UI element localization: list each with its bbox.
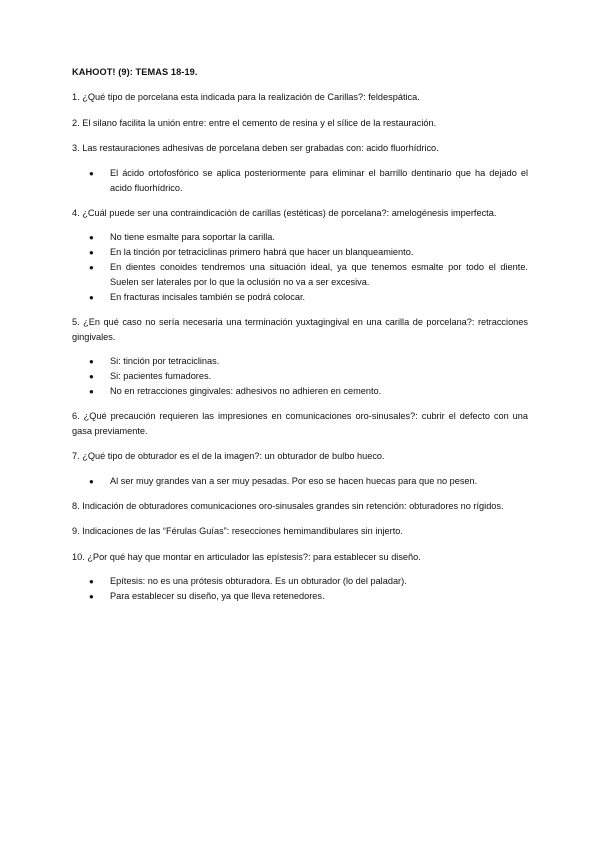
bullet-item: ● Si: pacientes fumadores. [110,369,528,384]
question-7: 7. ¿Qué tipo de obturador es el de la imagen?: un obturador de bulbo hueco. [72,451,385,461]
question-6: 6. ¿Qué precaución requieren las impresiones en comunicaciones oro-sinusales?: cubrir el defecto con una gasa previamente. [72,411,528,436]
question-10-bullets [72,574,528,604]
question-3-bullets [72,166,528,196]
bullet-item: ● Para establecer su diseño, ya que lleva retenedores. [110,589,528,604]
bullet-item: ● En fracturas incisales también se podrá colocar. [110,290,528,305]
bullet-item: ● El ácido ortofosfórico se aplica posteriormente para eliminar el barrillo dentinario que ha dejado el acido fluorhídrico. [89,167,528,193]
question-5: 5. ¿En qué caso no sería necesaria una terminación yuxtagingival en una carilla de porcelana?: retracciones gingivales. [72,317,528,342]
question-1: 1. ¿Qué tipo de porcelana esta indicada para la realización de Carillas?: feldespática. [72,92,420,102]
question-4: 4. ¿Cuál puede ser una contraindicación de carillas (estéticas) de porcelana?: amelogénesis imperfecta. [72,207,497,218]
bullet-icon: ● [89,263,94,272]
bullet-icon: ● [89,168,94,178]
question-2: 2. El silano facilita la unión entre: entre el cemento de resina y el sílice de la restauración. [72,117,437,128]
bullet-icon: ● [89,577,94,586]
bullet-icon: ● [89,248,94,257]
question-5-bullets [72,354,528,399]
bullet-item: ● Si: tinción por tetraciclinas. [110,354,528,369]
bullet-item: ● Al ser muy grandes van a ser muy pesadas. Por eso se hacen huecas para que no pesen. [110,474,528,489]
question-8: 8. Indicación de obturadores comunicaciones oro-sinusales grandes sin retención: obturadores no rígidos. [72,500,504,511]
question-4-bullets [72,230,528,305]
bullet-icon: ● [89,233,94,242]
document-title: KAHOOT! (9): TEMAS 18-19. [72,67,198,77]
bullet-icon: ● [89,387,94,396]
bullet-icon: ● [89,476,94,486]
bullet-icon: ● [89,357,94,366]
question-3: 3. Las restauraciones adhesivas de porcelana deben ser grabadas con: acido fluorhídrico. [72,143,439,153]
bullet-item: ● Epítesis: no es una prótesis obturadora. Es un obturador (lo del paladar). [110,574,528,589]
bullet-icon: ● [89,293,94,302]
question-7-bullets [72,474,528,489]
bullet-icon: ● [89,592,94,601]
question-9: 9. Indicaciones de las “Férulas Guías”: resecciones hemimandibulares sin injerto. [72,526,403,536]
bullet-item: ● No tiene esmalte para soportar la carilla. [110,230,528,245]
bullet-icon: ● [89,372,94,381]
bullet-item: ● En dientes conoides tendremos una situación ideal, ya que tenemos esmalte por todo el diente. Suelen ser laterales por lo que la oclusión no va a ser excesiva. [89,262,528,287]
bullet-item: ● En la tinción por tetraciclinas primero habrá que hacer un blanqueamiento. [110,245,528,260]
question-10: 10. ¿Por qué hay que montar en articulador las epístesis?: para establecer su diseño. [72,551,421,562]
bullet-item: ● No en retracciones gingivales: adhesivos no adhieren en cemento. [110,384,528,399]
